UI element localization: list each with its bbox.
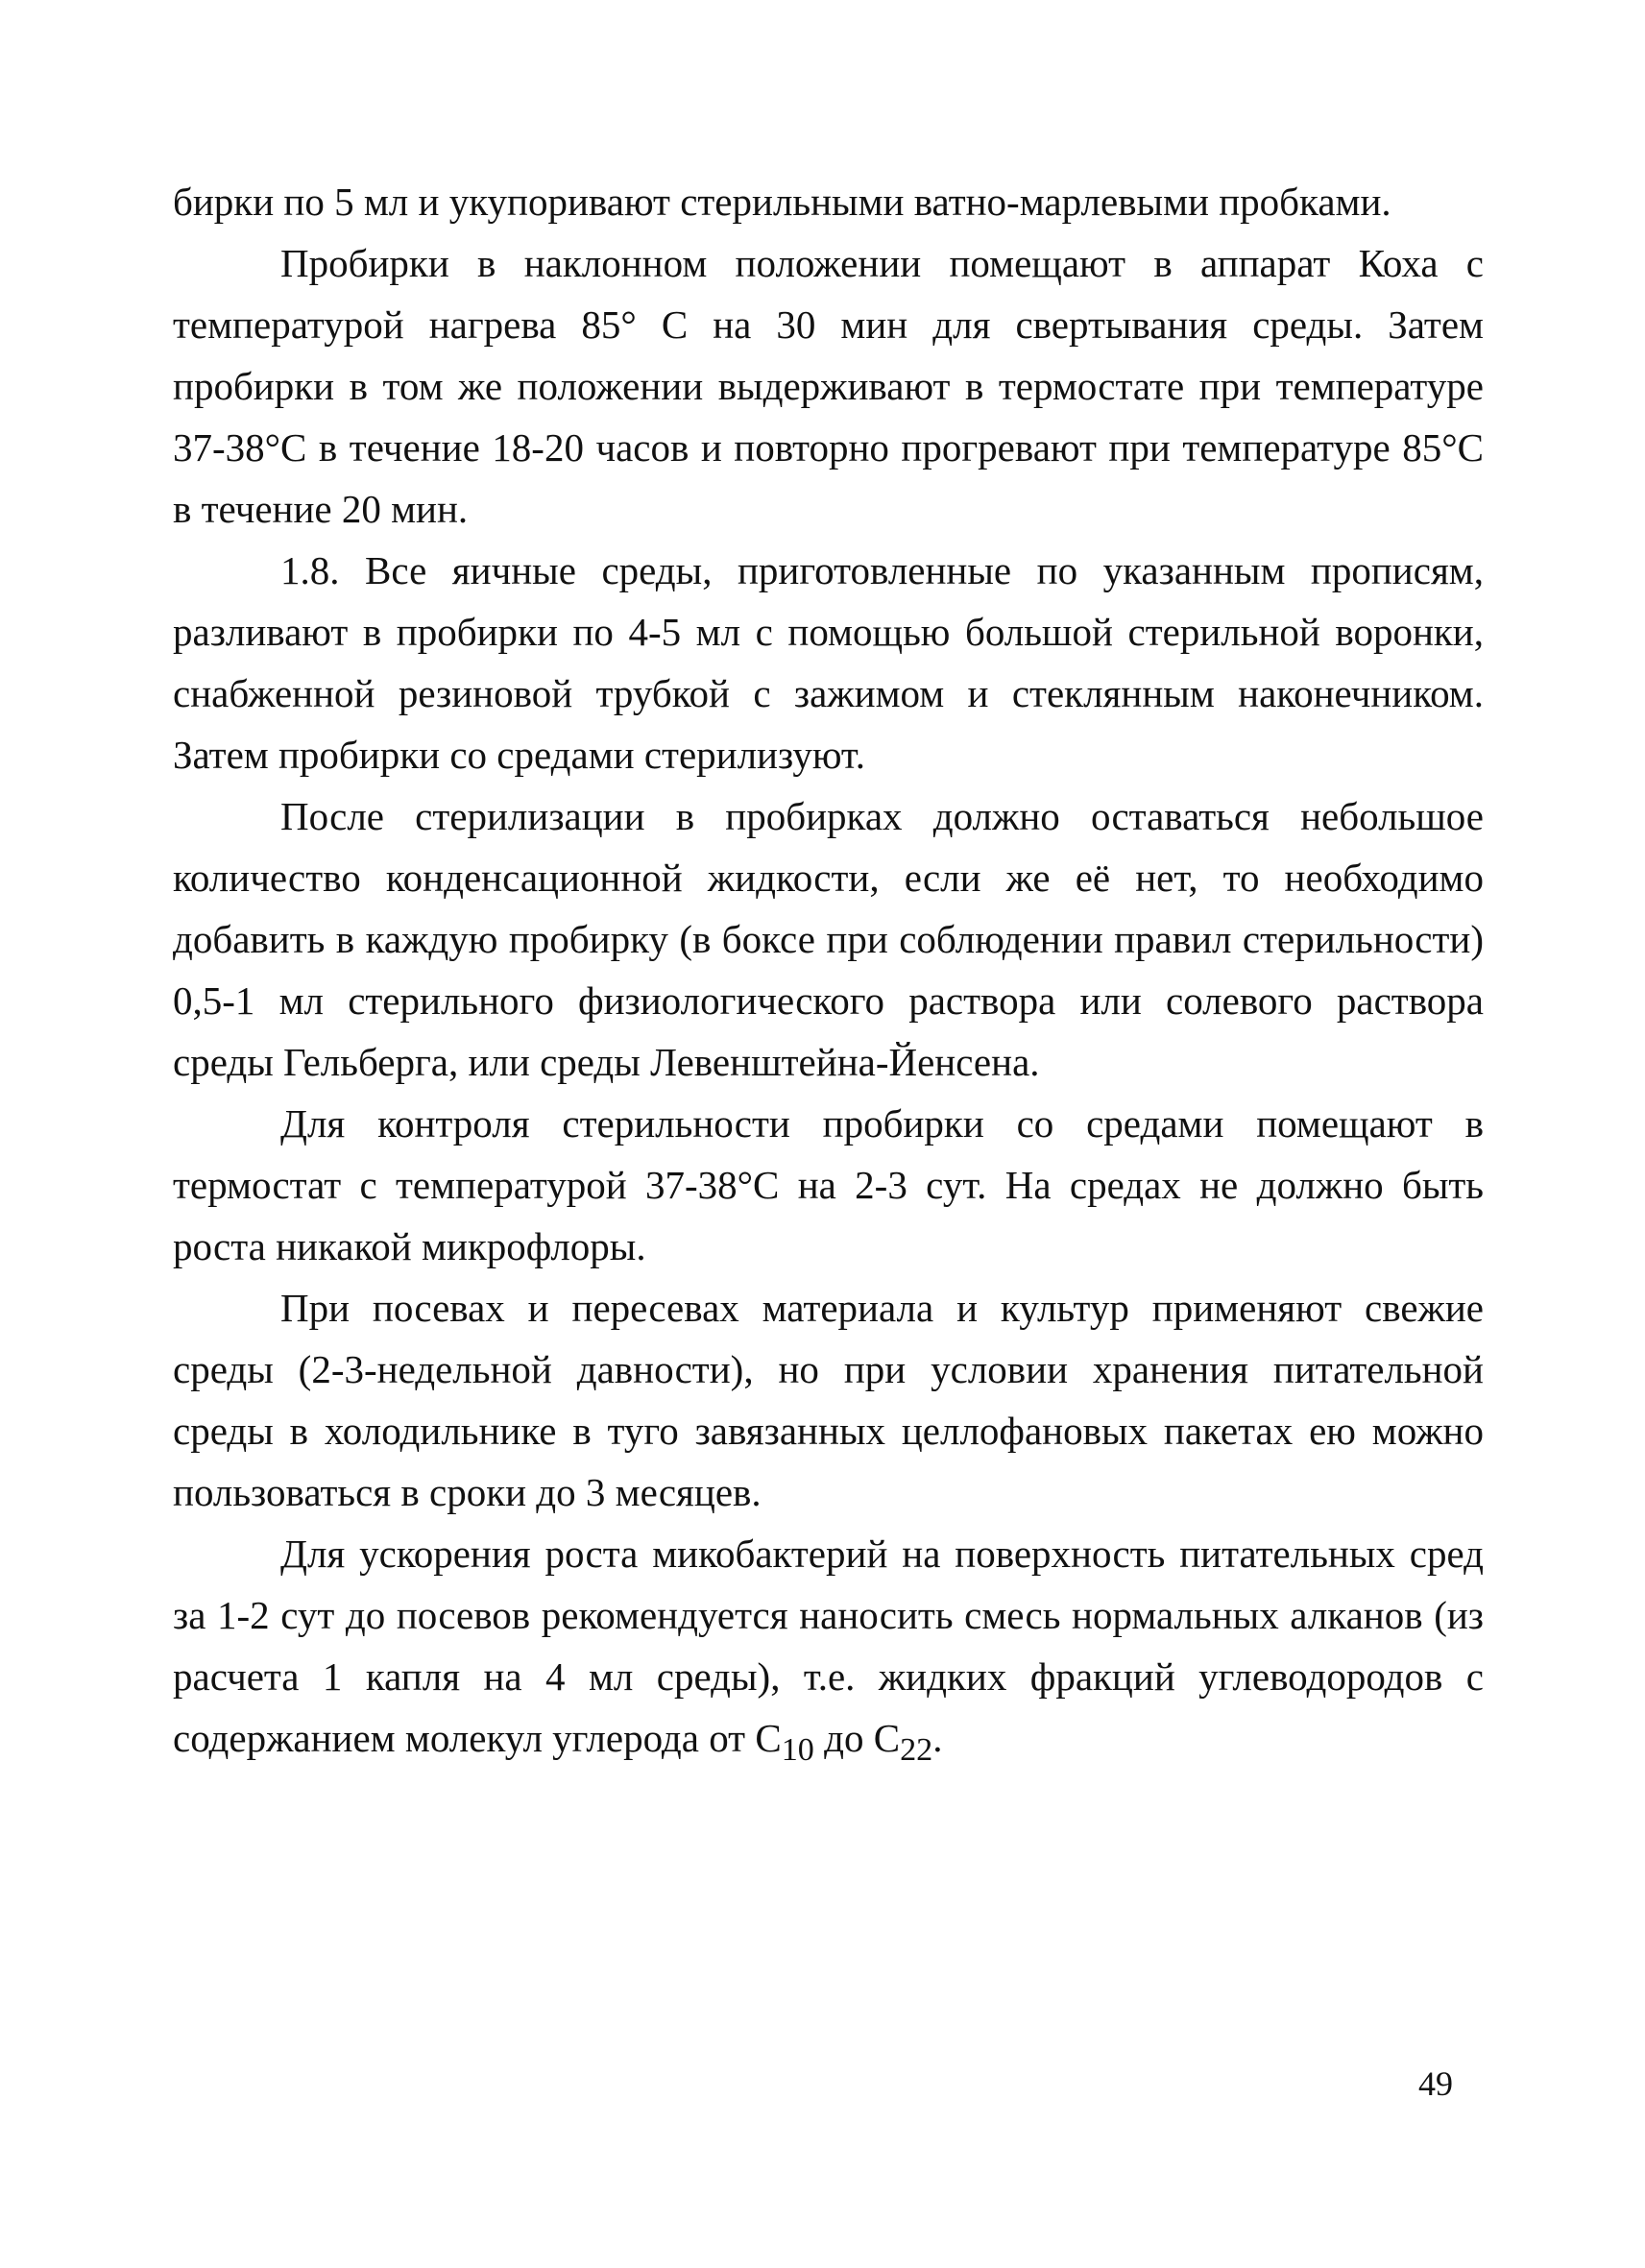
paragraph-4: После стерилизации в пробирках должно оставаться небольшое количество конденсационной жидкости, если же её нет, то необходимо добавить в каждую пробирку (в боксе при соблюдении правил стерильности) 0,5-1 мл стерильного физиологического раствора или солевого раствора среды Гельберга, или среды Левенштейна-Йенсена. [173, 794, 1484, 1084]
paragraph-7-text: Для ускорения роста микобактерий на поверхность питательных сред за 1-2 сут до посевов рекомендуется наносить смесь нормальных алканов (из расчета 1 капля на 4 мл среды), т.е. жидких фракций углеводородов с содержанием молекул углерода от С [173, 1532, 1484, 1760]
carbon-subscript-22: 22 [900, 1732, 933, 1769]
paragraph-5: Для контроля стерильности пробирки со средами помещают в термостат с температурой 37-38°С на 2-3 сут. На средах не должно быть роста никакой микрофлоры. [173, 1101, 1484, 1268]
paragraph-7-end: . [932, 1716, 943, 1760]
carbon-subscript-10: 10 [781, 1732, 814, 1769]
body-text [173, 171, 1484, 1781]
paragraph-1: бирки по 5 мл и укупоривают стерильными ватно-марлевыми пробками. [173, 180, 1391, 224]
page-number: 49 [1418, 2064, 1453, 2103]
paragraph-6: При посевах и пересевах материала и культур применяют свежие среды (2-3-недельной давности), но при условии хранения питательной среды в холодильнике в туго завязанных целлофановых пакетах ею можно пользоваться в сроки до 3 месяцев. [173, 1286, 1484, 1514]
paragraph-3: 1.8. Все яичные среды, приготовленные по указанным прописям, разливают в пробирки по 4-5 мл с помощью большой стерильной воронки, снабженной резиновой трубкой с зажимом и стеклянным наконечником. Затем пробирки со средами стерилизуют. [173, 548, 1484, 777]
paragraph-2: Пробирки в наклонном положении помещают в аппарат Коха с температурой нагрева 85° С на 30 мин для свертывания среды. Затем пробирки в том же положении выдерживают в термостате при температуре 37-38°С в течение 18-20 часов и повторно прогревают при температуре 85°С в течение 20 мин. [173, 241, 1484, 531]
paragraph-7-mid: до С [813, 1716, 901, 1760]
paragraph-7 [173, 1523, 1484, 1781]
